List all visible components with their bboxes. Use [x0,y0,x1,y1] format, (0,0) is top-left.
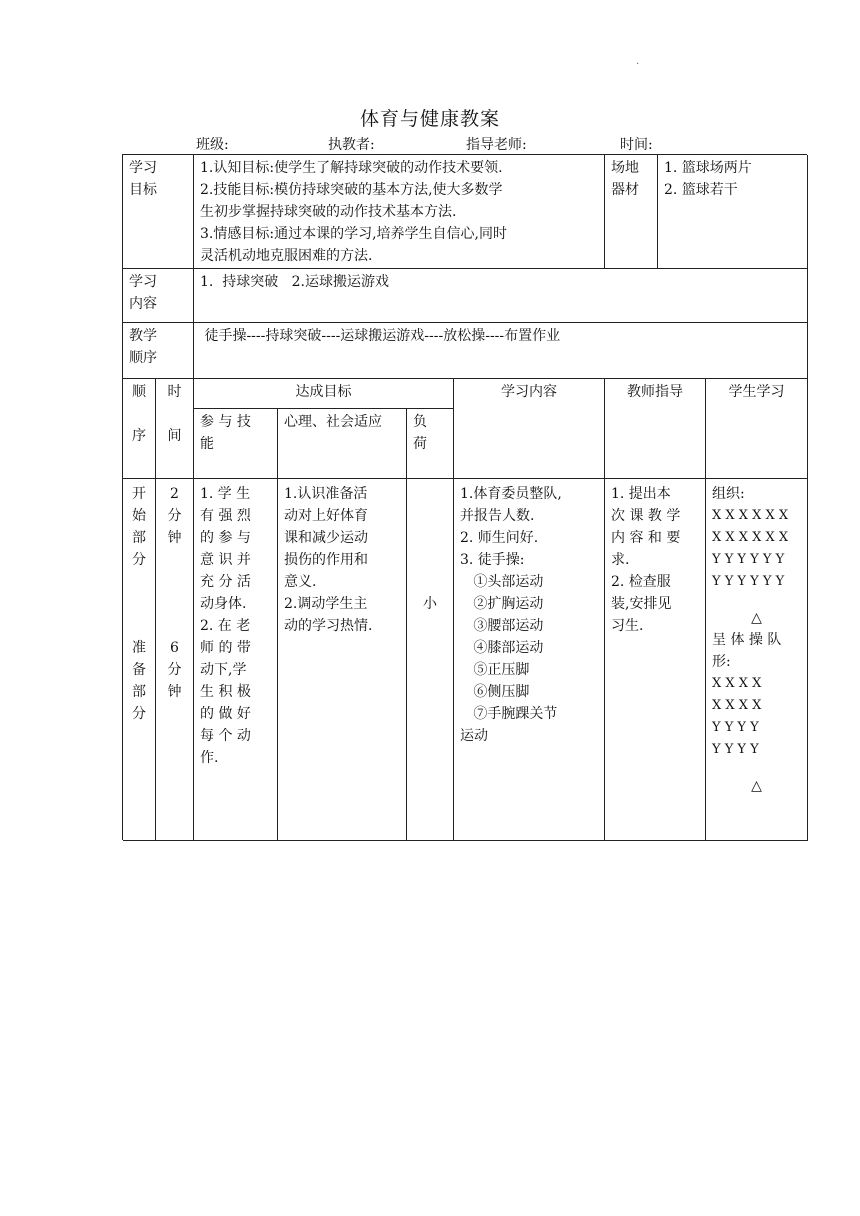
header-goals: 达成目标 [194,379,454,409]
header-teacher-guide: 教师指导 [605,379,706,479]
venue-items: 1. 篮球场两片 2. 篮球若干 [658,155,808,269]
advisor-label: 指导老师: [466,137,527,153]
objectives-label: 学习 目标 [123,155,194,269]
class-label: 班级: [196,137,229,153]
header-psych: 心理、社会适应 [278,409,407,479]
content-text: 1. 持球突破 2.运球搬运游戏 [194,269,808,323]
order-text: 徒手操----持球突破----运球搬运游戏----放松操----布置作业 [194,323,808,379]
header-time: 时 间 [156,379,194,479]
page-dot: . [636,56,640,67]
lesson-plan-table [122,378,807,840]
teacher-column: 1. 提出本 次 课 教 学 内 容 和 要 求. 2. 检查服 装,安排见 习生. [605,479,706,841]
header-participation: 参 与 技 能 [194,409,278,479]
study-column: 1.体育委员整队, 并报告人数. 2. 师生问好. 3. 徒手操: ①头部运动 ②扩胸运动 ③腰部运动 ④膝部运动 ⑤正压脚 ⑥侧压脚 ⑦手腕踝关节 运动 [454,479,605,841]
lesson-info-table [122,154,807,378]
part-column: 开 始 部 分 准 备 部 分 [123,479,156,841]
student-column: 组织: X X X X X X X X X X X X Y Y Y Y Y Y Y Y Y Y Y Y △ 呈 体 操 队 形: X X X X X X X X Y Y Y Y Y Y Y Y △ [706,479,808,841]
header-study-content: 学习内容 [454,379,605,479]
header-student-study: 学生学习 [706,379,808,479]
page-title: 体育与健康教案 [359,108,500,130]
content-label: 学习 内容 [123,269,194,323]
teacher-position-marker: △ [751,610,762,626]
objectives-text: 1.认知目标:使学生了解持球突破的动作技术要领. 2.技能目标:模仿持球突破的基本方法,使大多数学 生初步掌握持球突破的动作技术基本方法. 3.情感目标:通过本课的学习,培养学生自信心,同时 灵活机动地克服困难的方法. [194,155,605,269]
participation-column: 1. 学 生 有 强 烈 的 参 与 意 识 并 充 分 活 动身体. 2. 在 老 师 的 带 动下,学 生 积 极 的 做 好 每 个 动 作. [194,479,278,841]
header-load: 负 荷 [407,409,454,479]
teacher-label: 执教者: [328,137,375,153]
header-seq: 顺 序 [123,379,156,479]
psych-column: 1.认识准备活 动对上好体育 课和减少运动 损伤的作用和 意义. 2.调动学生主 动的学习热情. [278,479,407,841]
order-label: 教学 顺序 [123,323,194,379]
time-column: 2 分 钟 6 分 钟 [156,479,194,841]
venue-label: 场地 器材 [605,155,658,269]
time-label: 时间: [620,137,653,153]
load-column: 小 [407,479,454,841]
teacher-position-marker-2: △ [751,778,762,794]
